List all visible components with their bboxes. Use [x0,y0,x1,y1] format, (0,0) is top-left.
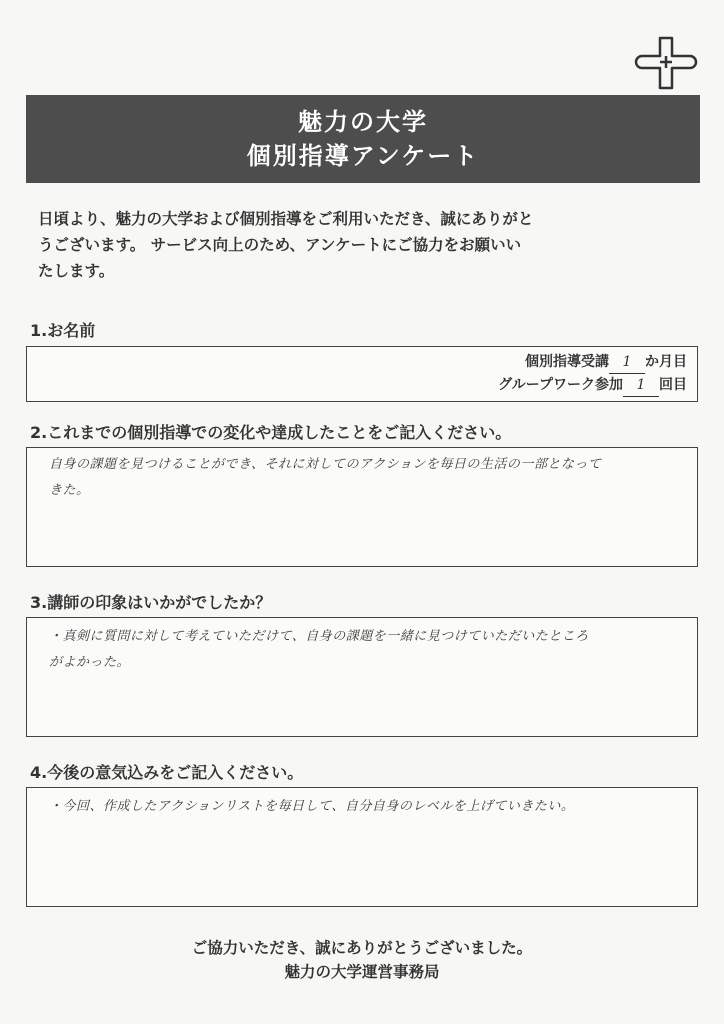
intro-line-2: うございます。 サービス向上のため、アンケートにご協力をお願いい [38,236,522,254]
footer [0,936,724,984]
group-value: 1 [623,374,659,397]
intro-text [38,206,698,284]
q3-answer [49,624,683,676]
q2-answer [49,452,683,504]
title-line-2: 個別指導アンケート [246,142,480,170]
q3-answer-box[interactable] [26,617,698,737]
q3-answer-line-1: ・真剣に質問に対して考えていただけて、自身の課題を一緒に見つけていただいたところ [49,629,589,644]
group-unit: 回目 [659,377,687,393]
cross-logo-icon [634,34,698,94]
q2-label: 2.これまでの個別指導での変化や達成したことをご記入ください。 [30,423,512,442]
title-line-1: 魅力の大学 [298,108,428,136]
name-box-info [498,351,687,397]
footer-thanks: ご協力いただき、誠にありがとうございました。 [191,939,533,957]
group-row [498,374,687,397]
q4-answer [49,794,683,820]
q4-answer-box[interactable] [26,787,698,907]
intro-line-1: 日頃より、魅力の大学および個別指導をご利用いただき、誠にありがと [38,210,534,228]
group-label: グループワーク参加 [498,377,623,393]
q2-answer-line-2: きた。 [49,483,90,498]
q1-label: 1.お名前 [30,321,96,340]
title-banner [26,95,700,183]
q3-label: 3.講師の印象はいかがでしたか？ [30,593,272,612]
q3-answer-line-2: がよかった。 [49,655,131,670]
q4-answer-line-1: ・今回、作成したアクションリストを毎日して、自分自身のレベルを上げていきたい。 [49,799,575,814]
q4-label: 4.今後の意気込みをご記入ください。 [30,763,304,782]
intro-line-3: たします。 [38,262,115,280]
footer-office: 魅力の大学運営事務局 [284,963,440,981]
q2-answer-line-1: 自身の課題を見つけることができ、それに対してのアクションを毎日の生活の一部となって [49,457,602,472]
sessions-value: 1 [609,351,645,374]
sessions-label: 個別指導受講 [525,354,609,370]
q2-answer-box[interactable] [26,447,698,567]
sessions-unit: か月目 [645,354,687,370]
sessions-row [498,351,687,374]
name-box[interactable] [26,346,698,402]
